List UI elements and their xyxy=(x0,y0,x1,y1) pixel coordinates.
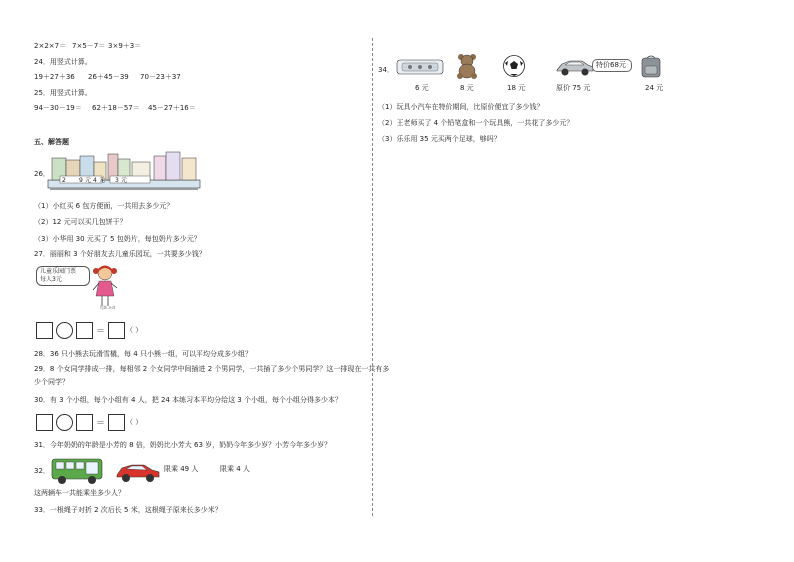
price-toy-car: 原价 75 元 xyxy=(556,84,591,92)
q34-number: 34． xyxy=(378,66,394,74)
girl-illustration xyxy=(92,264,118,310)
shelf-label-6: 3 xyxy=(115,177,119,184)
q31-text: 31．今年奶奶的年龄是小芳的 8 倍，奶奶比小芳大 63 岁，奶奶今年多少岁？小芳今年多少岁？ xyxy=(34,441,332,449)
equals-sign: ＝ xyxy=(96,327,106,337)
q34-sub-1: （1）玩具小汽车在特价期间，比原价便宜了多少钱？ xyxy=(378,103,544,111)
sale-tag xyxy=(592,59,632,72)
answer-box-3[interactable] xyxy=(108,322,125,339)
q30-box-2[interactable] xyxy=(76,414,93,431)
q32-number: 32． xyxy=(34,467,50,475)
car-capacity: 限乘 4 人 xyxy=(220,465,250,473)
price-football: 18 元 xyxy=(507,84,526,92)
q26-number: 26． xyxy=(34,170,50,178)
shelf-label-7: 元 xyxy=(121,177,128,184)
unit-paren: （ ） xyxy=(126,326,143,334)
q32-question: 这两辆车一共能乘坐多少人？ xyxy=(34,489,125,497)
q29-line-2: 少个同学？ xyxy=(34,378,69,386)
calc-item-1: 2×2×7＝ xyxy=(34,42,67,50)
q27-text: 27．丽丽和 3 个好朋友去儿童乐园玩，一共要多少钱？ xyxy=(34,250,206,258)
backpack-illustration xyxy=(640,54,662,78)
q30-text: 30．有 3 个小组，每个小组有 4 人，把 24 本练习本平均分给这 3 个小组，每个小组分得多少本？ xyxy=(34,396,342,404)
shelf-label-2: 9 xyxy=(79,177,83,184)
price-teddy-bear: 8 元 xyxy=(460,84,474,92)
q34-sub-2: （2）王老师买了 4 个铅笔盒和一个玩具熊，一共花了多少元？ xyxy=(378,119,574,127)
shelf-label-1: 2 xyxy=(62,177,66,184)
calc-item-2: 7×5－7＝ xyxy=(72,42,106,50)
q30-box-3[interactable] xyxy=(108,414,125,431)
q26-sub-1: （1）小红买 6 包方便面，一共用去多少元？ xyxy=(34,202,174,210)
price-pencil-case: 6 元 xyxy=(415,84,429,92)
bus-capacity: 限乘 49 人 xyxy=(164,465,199,473)
q24-title: 24．用竖式计算。 xyxy=(34,58,92,66)
ticket-callout xyxy=(36,266,90,286)
answer-box-1[interactable] xyxy=(36,322,53,339)
pencil-case-illustration xyxy=(396,58,444,76)
q25-item-2: 62＋18－57＝ xyxy=(92,104,140,112)
bus-illustration xyxy=(50,456,104,486)
q25-item-1: 94－30－19＝ xyxy=(34,104,82,112)
calc-item-3: 3×9＋3＝ xyxy=(108,42,142,50)
shelf-label-4: 4 xyxy=(93,177,97,184)
q25-title: 25．用竖式计算。 xyxy=(34,89,92,97)
small-credit: hjtk.net xyxy=(100,305,116,310)
q30-operator-circle[interactable] xyxy=(56,414,73,431)
callout-line-1: 儿童乐园门票 xyxy=(40,268,77,275)
football-illustration xyxy=(502,54,526,78)
q28-text: 28．36 只小熊去玩滑雪橇，每 4 只小熊一组，可以平均分成多少组？ xyxy=(34,350,252,358)
car-illustration xyxy=(114,460,162,484)
teddy-bear-illustration xyxy=(455,53,479,79)
q24-item-3: 70－23＋37 xyxy=(140,73,181,81)
column-divider xyxy=(372,38,373,516)
q30-equals-sign: ＝ xyxy=(96,419,106,429)
q34-sub-3: （3）乐乐用 35 元买两个足球，够吗？ xyxy=(378,135,501,143)
q24-item-2: 26＋45－39 xyxy=(88,73,129,81)
q26-sub-2: （2）12 元可以买几包饼干？ xyxy=(34,218,127,226)
q30-paren: （ ） xyxy=(126,418,143,426)
shelf-illustration xyxy=(46,150,204,192)
toy-car-illustration xyxy=(555,57,595,77)
q25-item-3: 45－27＋16＝ xyxy=(148,104,196,112)
shelf-label-3: 元 xyxy=(85,177,92,184)
callout-line-2: 每人3元 xyxy=(40,276,62,283)
q29-line-1: 29．8 个女同学排成一排，每相邻 2 个女同学中间插进 2 个男同学，一共插了多少个男同学？这一排现在一共有多 xyxy=(34,365,390,373)
q24-item-1: 19＋27＋36 xyxy=(34,73,75,81)
q33-text: 33．一根绳子对折 2 次后长 5 米，这根绳子原来长多少米？ xyxy=(34,506,222,514)
answer-box-2[interactable] xyxy=(76,322,93,339)
section-title: 五、解答题 xyxy=(34,138,69,146)
shelf-label-5: 元 xyxy=(99,177,106,184)
sale-tag-text: 特价68元 xyxy=(596,61,626,69)
operator-circle[interactable] xyxy=(56,322,73,339)
price-backpack: 24 元 xyxy=(645,84,664,92)
q26-sub-3: （3）小华用 30 元买了 5 包奶片，每包奶片多少元？ xyxy=(34,235,201,243)
q30-box-1[interactable] xyxy=(36,414,53,431)
